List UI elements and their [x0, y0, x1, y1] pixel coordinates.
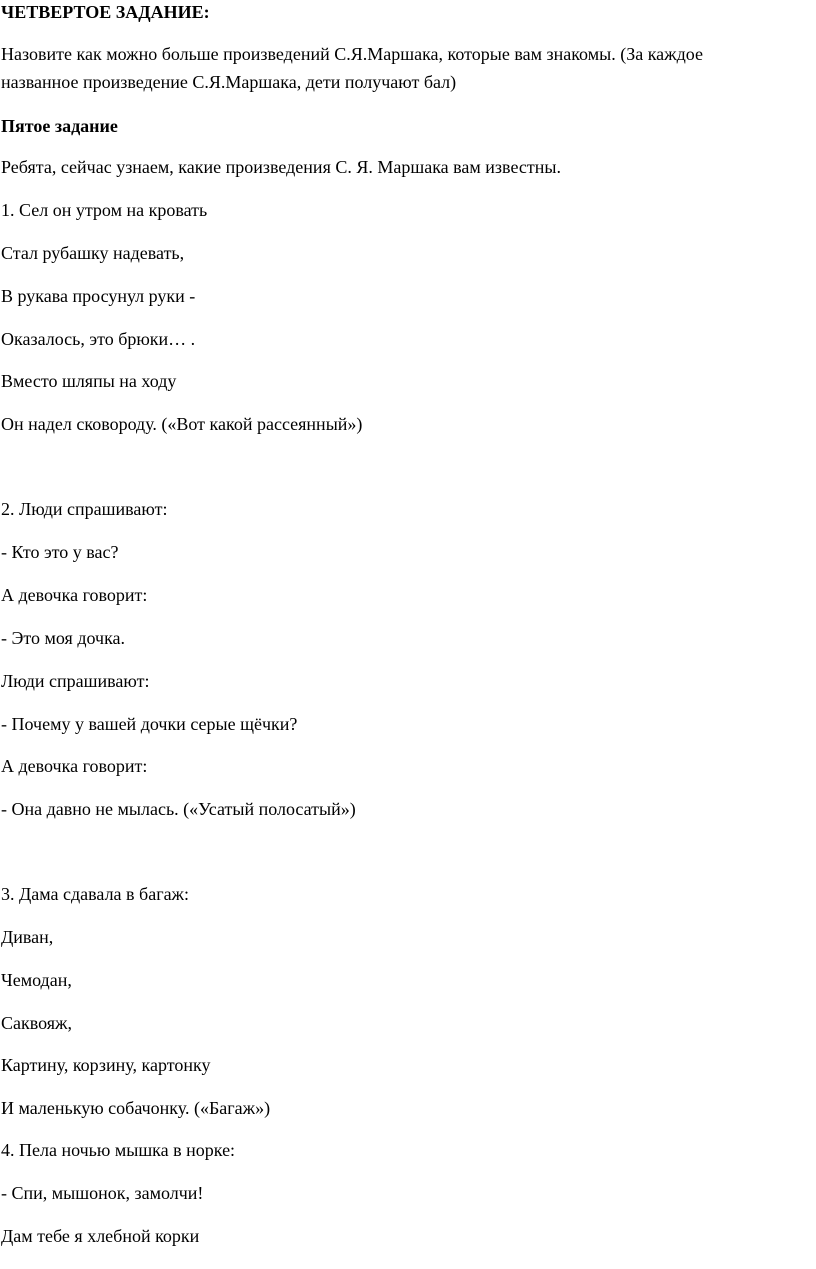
- task4-text-line: Назовите как можно больше произведений С.Я.Маршака, которые вам знакомы. (За каждое: [1, 44, 703, 64]
- riddle1-line: В рукава просунул руки -: [1, 286, 196, 306]
- riddle2-line: - Это моя дочка.: [1, 628, 126, 648]
- task5-intro: Ребята, сейчас узнаем, какие произведения С. Я. Маршака вам известны.: [1, 157, 561, 177]
- task4-text-line: названное произведение С.Я.Маршака, дети получают бал): [1, 72, 457, 92]
- task4-heading: ЧЕТВЕРТОЕ ЗАДАНИЕ:: [1, 2, 210, 22]
- riddle2-line: - Почему у вашей дочки серые щёчки?: [1, 714, 298, 734]
- riddle4-line: - Спи, мышонок, замолчи!: [1, 1183, 204, 1203]
- riddle3-line: Диван,: [1, 927, 54, 947]
- riddle2-line: - Кто это у вас?: [1, 542, 119, 562]
- riddle1-line: 1. Сел он утром на кровать: [1, 200, 208, 220]
- riddle3-line: Чемодан,: [1, 970, 72, 990]
- riddle1-line: Оказалось, это брюки… .: [1, 329, 196, 349]
- riddle4-line: Дам тебе я хлебной корки: [1, 1226, 200, 1246]
- riddle2-line: А девочка говорит:: [1, 585, 148, 605]
- task5-heading: Пятое задание: [1, 116, 118, 136]
- riddle2-line: 2. Люди спрашивают:: [1, 499, 168, 519]
- riddle1-line: Он надел сковороду. («Вот какой рассеянный»): [1, 414, 363, 434]
- riddle1-line: Стал рубашку надевать,: [1, 243, 185, 263]
- riddle2-line: Люди спрашивают:: [1, 671, 150, 691]
- riddle4-line: 4. Пела ночью мышка в норке:: [1, 1140, 236, 1160]
- riddle3-line: 3. Дама сдавала в багаж:: [1, 884, 189, 904]
- riddle2-line: А девочка говорит:: [1, 756, 148, 776]
- riddle3-line: Картину, корзину, картонку: [1, 1055, 211, 1075]
- riddle3-line: Саквояж,: [1, 1013, 72, 1033]
- riddle1-line: Вместо шляпы на ходу: [1, 371, 177, 391]
- riddle3-line: И маленькую собачонку. («Багаж»): [1, 1098, 271, 1118]
- riddle2-line: - Она давно не мылась. («Усатый полосатый»): [1, 799, 356, 819]
